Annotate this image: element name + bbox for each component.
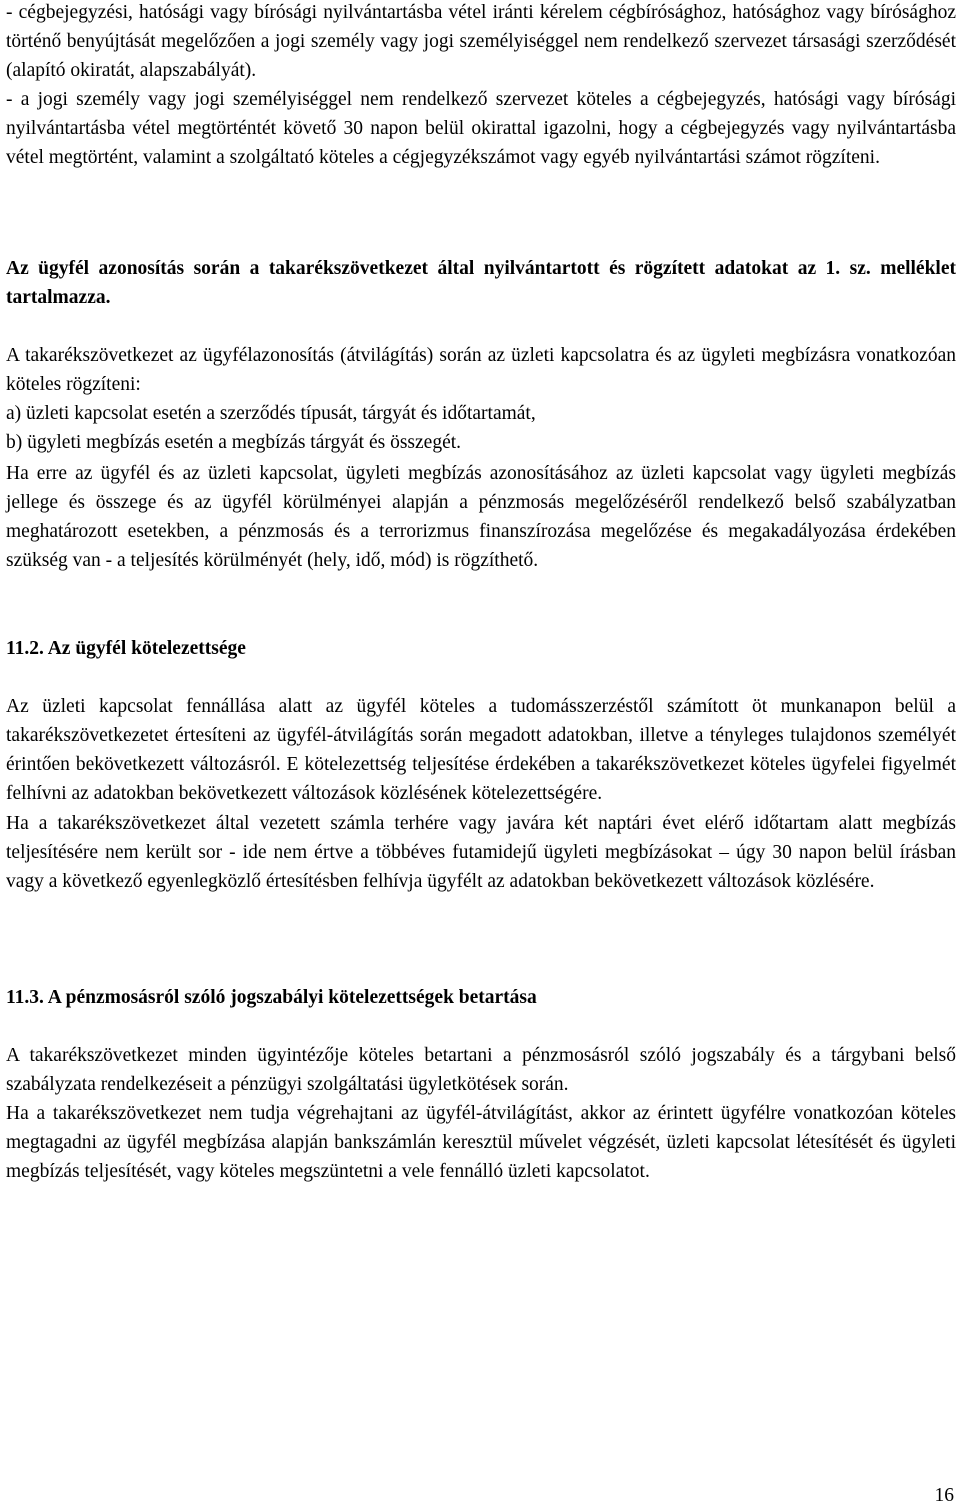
section-heading-11-3 [6, 983, 956, 1012]
section-heading-11-3-text: 11.3. A pénzmosásról szóló jogszabályi kötelezettségek betartása [6, 987, 537, 1008]
section-11-2-paragraph-2 [6, 809, 956, 896]
section-11-3-paragraph-2 [6, 1099, 956, 1186]
page-number: 16 [934, 1485, 954, 1506]
ha-erre-text: Ha erre az ügyfél és az üzleti kapcsolat, ügyleti megbízás azonosításához az üzleti kapcsolat vagy ügyleti megbízás jellege és összege és az ügyfél körülményei alapján a pénzmosás megelőzéséről rendelkező belső szabályzatban meghatározott esetekben, a pénzmosás és a terrorizmus finanszírozása megelőzése és megakadályozása érdekében szükség van - a teljesítés körülményét (hely, idő, mód) is rögzíthető. [6, 463, 956, 571]
intro-item-2: - a jogi személy vagy jogi személyiséggel nem rendelkező szervezet köteles a cégbejegyzés, hatósági vagy bírósági nyilvántartásba vétel megtörténtét követő 30 napon belül okirattal igazolni, hogy a cégbejegyzés vagy nyilvántartásba vétel megtörtént, valamint a szolgáltató köteles a cégjegyzékszámot vagy egyéb nyilvántartási számot rögzíteni. [6, 89, 956, 168]
ugyfelazonositas-intro: A takarékszövetkezet az ügyfélazonosítás (átvilágítás) során az üzleti kapcsolatra és az ügyleti megbízásra vonatkozóan köteles rögzíteni: [6, 345, 956, 395]
ugyfelazonositas-item-b: b) ügyleti megbízás esetén a megbízás tárgyát és összegét. [6, 432, 462, 453]
section-11-3-paragraph-2-text: Ha a takarékszövetkezet nem tudja végrehajtani az ügyfél-átvilágítást, akkor az érintett ügyfélre vonatkozóan köteles megtagadni az ügyfél megbízása alapján bankszámlán keresztül művelet végzését, üzleti kapcsolat létesítését és ügyleti megbízás teljesítését, vagy köteles megszüntetni a vele fennálló üzleti kapcsolatot. [6, 1103, 956, 1182]
ha-erre-paragraph [6, 459, 956, 575]
intro-item-1: - cégbejegyzési, hatósági vagy bírósági nyilvántartásba vétel iránti kérelem cégbírósághoz, hatósághoz vagy bírósághoz történő benyújtását megelőzően a jogi személy vagy jogi személyiséggel nem rendelkező szervezet társasági szerződését (alapító okiratát, alapszabályát). [6, 2, 956, 81]
section-11-2-paragraph-1 [6, 692, 956, 808]
section-11-3-paragraph-1-text: A takarékszövetkezet minden ügyintézője köteles betartani a pénzmosásról szóló jogszabály és a tárgybani belső szabályzata rendelkezéseit a pénzügyi szolgáltatási ügyletkötések során. [6, 1045, 956, 1095]
section-11-2-paragraph-1-text: Az üzleti kapcsolat fennállása alatt az ügyfél köteles a tudomásszerzéstől számított öt munkanapon belül a takarékszövetkezetet értesíteni az ügyfél-átvilágítás során megadott adatokban, illetve a tényleges tulajdonos személyét érintően bekövetkezett változásról. E kötelezettség teljesítése érdekében a takarékszövetkezet köteles ügyfelei figyelmét felhívni az adatokban bekövetkezett változások közlésének kötelezettségére. [6, 696, 956, 804]
section-11-3-paragraph-1 [6, 1041, 956, 1099]
intro-list [6, 0, 956, 172]
section-heading-11-2 [6, 634, 956, 663]
ugyfelazonositas-block [6, 341, 956, 457]
bold-note-text: Az ügyfél azonosítás során a takarékszövetkezet által nyilvántartott és rögzített adatokat az 1. sz. melléklet tartalmazza. [6, 258, 956, 308]
section-11-2-paragraph-2-text: Ha a takarékszövetkezet által vezetett számla terhére vagy javára két naptári évet elérő időtartam alatt megbízás teljesítésére nem került sor - ide nem értve a többéves futamidejű ügyleti megbízásokat – úgy 30 napon belül írásban vagy a következő egyenlegközlő értesítésben felhívja ügyfélt az adatokban bekövetkezett változások közlésére. [6, 813, 956, 892]
bold-note [6, 254, 956, 312]
section-heading-11-2-text: 11.2. Az ügyfél kötelezettsége [6, 638, 246, 659]
ugyfelazonositas-item-a: a) üzleti kapcsolat esetén a szerződés típusát, tárgyát és időtartamát, [6, 403, 536, 424]
